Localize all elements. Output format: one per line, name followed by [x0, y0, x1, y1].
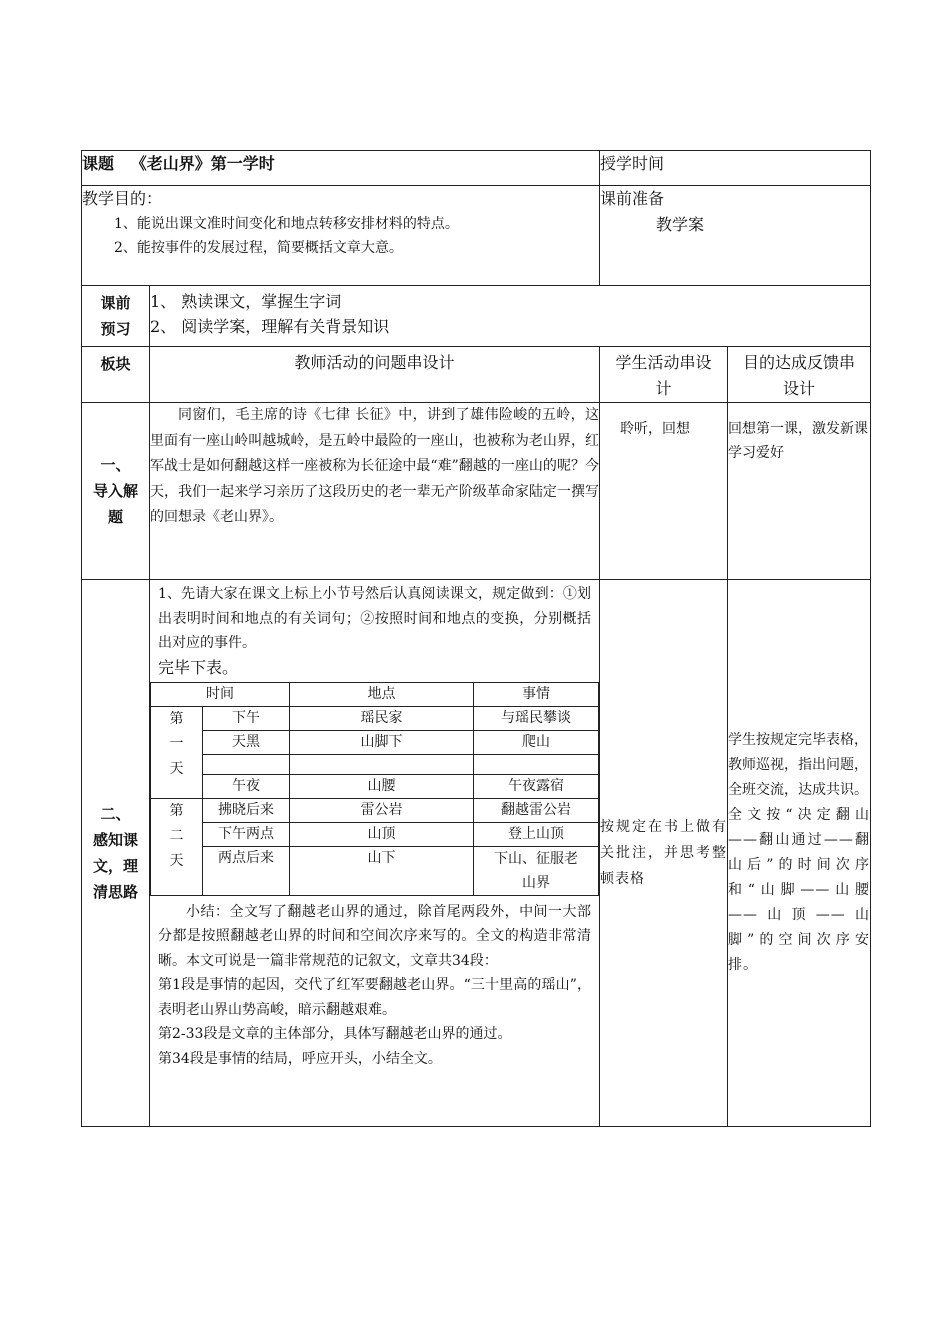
table-row	[151, 730, 599, 754]
section2-student: 按规定在书上做有关批注，并思考整顿表格	[600, 580, 728, 1127]
table-row	[151, 798, 599, 822]
section2-para: 第1段是事情的起因，交代了红军要翻越老山界。“三十里高的瑶山”，表明老山界山势高峻，暗示翻越艰难。	[158, 977, 591, 1018]
feedback-line: 教师巡视，指出问题，	[728, 757, 868, 773]
lesson-plan-table	[81, 150, 871, 1127]
cell-place	[290, 754, 474, 774]
preview-items	[150, 286, 871, 347]
cell-place: 山脚下	[290, 730, 474, 754]
section2-summary: 小结：全文写了翻越老山界的通过，除首尾两段外，中间一大部分都是按照翻越老山界的时间和空间次序来写的。全文的构造非常清晰。本文可说是一篇非常规范的记叙文，文章共34段：	[158, 903, 591, 969]
cell-event: 午夜露宿	[474, 774, 599, 798]
th-place: 地点	[290, 682, 474, 706]
day1-char: 第	[169, 710, 184, 727]
cell-place: 山下	[290, 846, 474, 895]
table-row	[151, 754, 599, 774]
time-place-table	[150, 682, 599, 896]
objectives-row	[82, 186, 871, 286]
column-header-row	[82, 347, 871, 403]
day2-char: 天	[169, 852, 184, 869]
day1-char: 一	[169, 735, 184, 752]
cell-place: 雷公岩	[290, 798, 474, 822]
cell-time	[203, 754, 290, 774]
table-row	[151, 706, 599, 730]
section2-label-line: 二、	[100, 805, 131, 823]
preview-label-line: 课前	[100, 294, 131, 312]
section1-label-line: 一、	[100, 456, 131, 474]
topic-title: 《老山界》第一学时	[130, 154, 275, 173]
col-header-student: 学生活动串设计	[600, 347, 728, 403]
section1-teacher: 同窗们，毛主席的诗《七律 长征》中，讲到了雄伟险峻的五岭，这里面有一座山岭叫越城岭，是五岭中最险的一座山，也被称为老山界，红军战士是如何翻越这样一座被称为长征途中最“难”翻越的一座山的呢？今天，我们一起来学习亲历了这段历史的老一辈无产阶级革命家陆定一撰写的回想录《老山界》。	[150, 403, 600, 580]
cell-event: 与瑶民攀谈	[474, 706, 599, 730]
th-event: 事情	[474, 682, 599, 706]
table-row	[151, 822, 599, 846]
preview-label-line: 预习	[100, 320, 131, 338]
feedback-line: 学生按规定完毕表格，	[728, 732, 868, 748]
objective-item: 2、能按事件的发展过程，简要概括文章大意。	[114, 240, 403, 256]
table-row	[151, 846, 599, 895]
day1-label	[151, 706, 203, 798]
feedback-line: 全文按“决定翻山——翻山通过——翻山后”的时间次序和“山脚——山腰——山顶——山脚”的空间次序安排。	[728, 807, 871, 973]
section1-label-line: 题	[107, 508, 123, 526]
day2-char: 第	[169, 802, 184, 819]
section2-label-line: 清思路	[92, 883, 138, 901]
cell-event: 爬山	[474, 730, 599, 754]
section2-label-line: 文，理	[92, 857, 138, 875]
section2-table-intro: 完毕下表。	[158, 657, 239, 677]
section2-para: 第34段是事情的结局，呼应开头，小结全文。	[158, 1050, 442, 1067]
cell-event	[474, 754, 599, 774]
prep-cell	[600, 186, 871, 286]
cell-place: 山顶	[290, 822, 474, 846]
section1-feedback: 回想第一课，激发新课学习爱好	[728, 403, 871, 580]
preview-label	[82, 286, 150, 347]
time-place-header-row	[151, 682, 599, 706]
table-row	[151, 774, 599, 798]
section2-label-line: 感知课	[92, 831, 138, 849]
col-header-teacher: 教师活动的问题串设计	[150, 347, 600, 403]
objectives-label: 教学目的：	[82, 189, 163, 208]
section1-label-line: 导入解	[92, 482, 138, 500]
section2-instruction: 1、先请大家在课文上标上小节号然后认真阅读课文，规定做到：①划出表明时间和地点的有关词句；②按照时间和地点的变换，分别概括出对应的事件。	[158, 586, 591, 651]
cell-event: 登上山顶	[474, 822, 599, 846]
topic-cell	[82, 151, 600, 186]
prep-value: 教学案	[656, 215, 705, 234]
header-row	[82, 151, 871, 186]
topic-label: 课题	[82, 154, 115, 173]
section1-row	[82, 403, 871, 580]
feedback-line: 全班交流，达成共识。	[728, 782, 868, 798]
day2-char: 二	[169, 827, 184, 844]
cell-time: 下午	[203, 706, 290, 730]
section2-label	[82, 580, 150, 1127]
teach-time-label: 授学时间	[600, 154, 665, 173]
cell-event: 翻越雷公岩	[474, 798, 599, 822]
col-header-block: 板块	[82, 347, 150, 403]
preview-row	[82, 286, 871, 347]
cell-place: 山腰	[290, 774, 474, 798]
objectives-cell	[82, 186, 600, 286]
section2-row	[82, 580, 871, 1127]
cell-time: 两点后来	[203, 846, 290, 895]
cell-time: 天黑	[203, 730, 290, 754]
section2-para: 第2-33段是文章的主体部分，具体写翻越老山界的通过。	[158, 1026, 512, 1042]
objective-item: 1、能说出课文准时间变化和地点转移安排材料的特点。	[114, 216, 459, 232]
section2-feedback	[728, 580, 871, 1127]
section2-teacher	[150, 580, 600, 1127]
cell-place: 瑶民家	[290, 706, 474, 730]
prep-label: 课前准备	[600, 189, 665, 208]
cell-time: 拂晓后来	[203, 798, 290, 822]
teach-time-cell	[600, 151, 871, 186]
th-time: 时间	[151, 682, 290, 706]
cell-event: 下山、征服老山界	[474, 846, 599, 895]
preview-item: 2、 阅读学案，理解有关背景知识	[150, 317, 390, 336]
day1-char: 天	[169, 760, 184, 777]
preview-item: 1、 熟读课文，掌握生字词	[150, 292, 342, 311]
day2-label	[151, 798, 203, 895]
cell-time: 午夜	[203, 774, 290, 798]
col-header-feedback: 目的达成反馈串设计	[728, 347, 871, 403]
section1-label	[82, 403, 150, 580]
section1-student: 聆听，回想	[600, 403, 728, 580]
cell-time: 下午两点	[203, 822, 290, 846]
